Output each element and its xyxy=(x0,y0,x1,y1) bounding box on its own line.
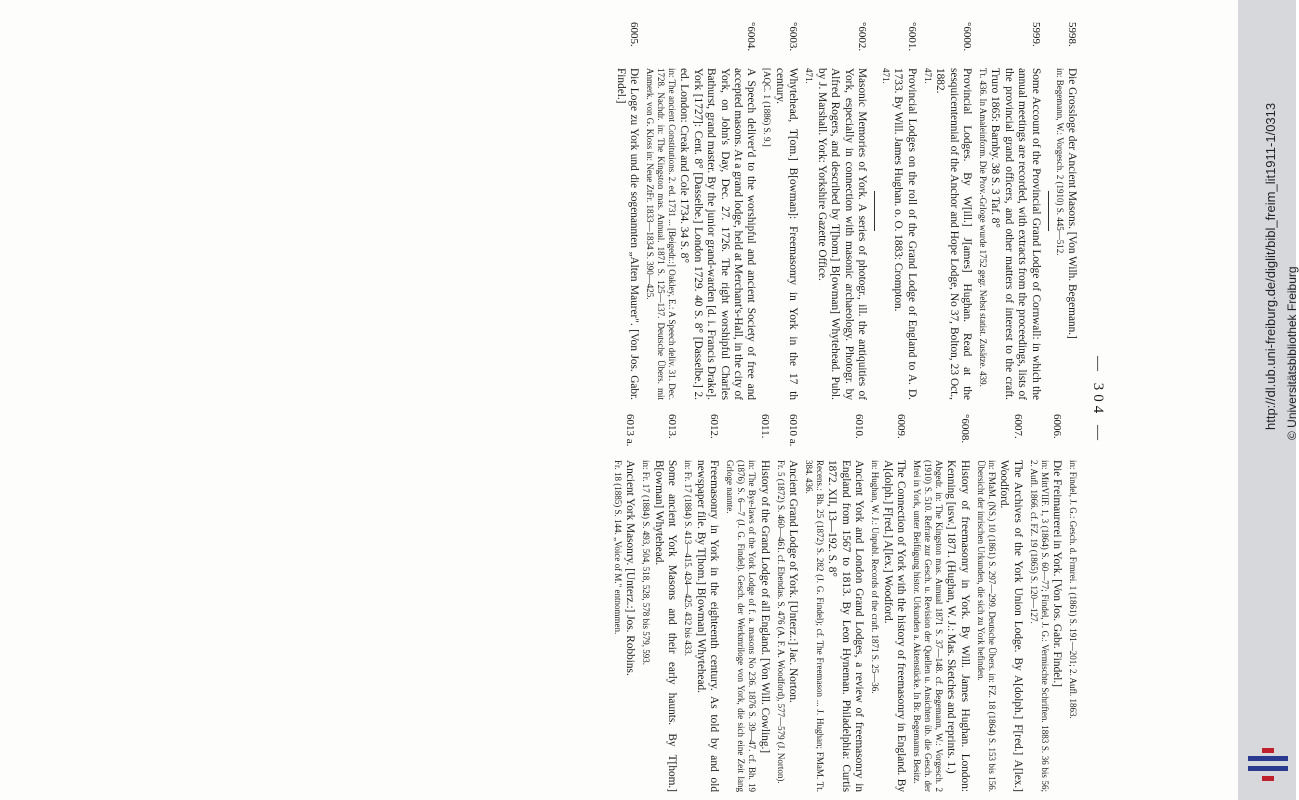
entry-title: The Archives of the York Union Lodge. By A[dolph.] F[red.] A[lex.] Woodford. xyxy=(998,460,1024,792)
bibliography-entry xyxy=(1067,414,1078,792)
bibliography-entry xyxy=(613,22,640,400)
entry-title: Die Freimaurerei in York. [Von Jos. Gabr. Findel.] xyxy=(1051,460,1063,687)
entry-text xyxy=(880,68,918,400)
text-columns xyxy=(78,22,1078,792)
entry-text xyxy=(869,460,907,792)
entry-title: Provincial Lodges. By W[ill.] J[ames] Hughan. Read at the sesquicentennial of the Anchor and Hope Lodge, No 37, Bolton, 23 Oct., 1882. xyxy=(934,68,973,400)
source-url[interactable]: http://dl.ub.uni-freiburg.de/diglit/bibl_freim_lit1911-1/0313 xyxy=(1263,102,1278,430)
entry-note: 471. xyxy=(880,68,891,84)
logo-bar xyxy=(1248,756,1288,761)
entry-title: History of the Grand Lodge of all England. [Von Will. Cowling.] xyxy=(758,460,771,754)
entry-number: °6002. xyxy=(855,22,868,52)
entry-title: Ancient Grand Lodge of York. [Unterz.:] Jac. Norton. xyxy=(786,460,799,703)
entry-text xyxy=(922,68,973,400)
entry-note: in: Fr. 17 (1884) S. 413—415. 424—425. 432 bis 433. xyxy=(683,460,694,657)
entry-text xyxy=(682,460,720,792)
entry-text xyxy=(1028,460,1063,792)
entry-text xyxy=(641,460,679,792)
entry-number: °6000. xyxy=(960,22,973,52)
entry-note: in: Fr. 17 (1884) S. 493, 504, 518, 528, 578 bis 579, 593. xyxy=(641,460,652,666)
entry-title: Ancient York and London Grand Lodges, a review of freemasonry in England from 1567 to 1813. By Leon Hyneman. Philadelphia: Curtis 1872. XII, 13—192. S. 8° xyxy=(826,460,866,792)
bibliography-entry xyxy=(1028,414,1063,792)
entry-title: A Speech deliver'd to the worshipful and ancient Society of free and accepted masons. At a grand lodge, held at Merchant's-Hall, in the city of York, on John's Day, Dec. 27. 1726. The right worshipful Charles Bathurst, grand master. By the junior grand-warden [d. i. Francis Drake]. York [1727]: Cent. 8° [Dasselbe.] London 1729. 40 S. 8° [Dasselbe.] 2. ed. London: Creak and Cole 1734. 34 S. 8° xyxy=(678,68,758,400)
entry-title: Die Loge zu York und die sogenannten „Alten Maurer". [Von Jos. Gabr. Findel.] xyxy=(614,68,641,400)
entry-title: Masonic Memories of York. A series of photogr., ill. the antiquities of York, especially in connection with masonic archaeology. Photogr. by Alfred Rogers, and described by T[hom.] B[owman] Whytehead. Publ. by J. Marshall. York: Yorkshire Gazette Office. xyxy=(815,68,868,400)
logo-bar xyxy=(1262,776,1274,781)
entry-number: °6004. xyxy=(745,22,758,52)
library-logo-icon xyxy=(1248,748,1288,784)
left-column xyxy=(78,22,1078,400)
page-number: — 304 — xyxy=(1090,356,1106,444)
entry-number xyxy=(1067,414,1078,460)
entry-number: 5999. xyxy=(1029,22,1042,47)
entry-number: 6006. xyxy=(1051,414,1063,439)
entry-note: in: The Bye-laws of the York Lodge of f. a. masons No 236. 1876 S. 39—47. cf. Bh. 19 (1876) S. 6—7 (J. G. Findel). Gesch. der Werkmriloge von York, die sich eine Zeit lang Grloge nannte. xyxy=(725,460,758,792)
entry-number: 6009. xyxy=(894,414,907,439)
entry-title: Provincial Lodges on the roll of the Grand Lodge of England to A. D. 1733. By Will. James Hughan. o. O. 1883: Crompton. xyxy=(892,68,918,400)
entry-note: 471. xyxy=(922,68,933,84)
bibliography-entry xyxy=(975,414,1024,792)
entry-note: in: Findel, J. G.: Gesch. d. Frmrei. 1 (1861) S. 191—201; 2. Aufl. 1863. xyxy=(1068,460,1078,719)
entry-number: 6011. xyxy=(758,414,771,439)
entry-title: The Connection of York with the history of freemasonry in England. By A[dolph.] F[red.] A[lex.] Woodford. xyxy=(881,460,907,792)
entry-number: 6013. xyxy=(666,414,679,439)
bibliography-entry xyxy=(612,414,636,792)
entry-text xyxy=(612,460,636,792)
bibliography-entry xyxy=(803,22,868,400)
entry-text xyxy=(911,460,971,792)
entry-text xyxy=(975,460,1024,792)
entry-title: Ancient York Masonry. [Unterz.:] Jos. Robbins. xyxy=(624,460,637,676)
entry-note: 471. xyxy=(804,68,815,84)
entry-note: in: FMaM. (NS.) 10 (1861) S. 297—299. Deutsche Übers. in: FZ. 18 (1864) S. 153 bis 156. Übersicht der inrischen Urkunden, die sich zu York befinden. xyxy=(975,460,997,792)
copyright-notice: © Universitätsbibliothek Freiburg xyxy=(1285,266,1299,440)
bibliography-entry xyxy=(911,414,971,792)
entry-number: °6003. xyxy=(787,22,800,52)
entry-number: 5998. xyxy=(1066,22,1078,47)
bibliography-entry xyxy=(762,22,800,400)
entry-number: °6001. xyxy=(905,22,918,52)
entry-title: Freemasonry in York in the eighteenth century. As told by and old newspaper file. By T[hom.] B[owman] Whytehead. xyxy=(694,460,721,792)
bibliography-entry xyxy=(775,414,799,792)
section-divider xyxy=(874,191,875,231)
entry-text xyxy=(644,68,757,400)
bibliography-entry xyxy=(724,414,770,792)
entry-note: Abgedr. in: The Kingston mas. Annual 1871 S. 37—148. cf. Begemann, W.: Vorgesch. 2 (1910) S. 510. Refrate zur Gesch. u. Revision der Quellen u. Ansichten üb. die Gesch. der Mrei in York, unter Beifügung histor. Urkunden a. Aktenstücke. In Br. Begemanns Besitz. xyxy=(911,460,944,792)
bibliography-entry xyxy=(869,414,907,792)
entry-title: Whytehead, T[om.] B[owman]: Freemasonry in York in the 17 th century. xyxy=(773,68,800,400)
entry-number: °6008. xyxy=(958,414,971,444)
entry-number: 6005. xyxy=(628,22,641,47)
right-column xyxy=(78,414,1078,792)
bibliography-entry xyxy=(682,414,720,792)
entry-note: Fr. 5 (1872) S. 460—461. cf. Ebendas. S. 476 (A. F. A. Woodford), 577—579 (J. Norton). xyxy=(775,460,786,784)
bibliography-entry xyxy=(1054,22,1078,400)
entry-note: in: Begemann, W.: Vorgesch. 2 (1910) S. 445—512. xyxy=(1054,68,1065,256)
section-divider xyxy=(1048,191,1049,231)
entry-text xyxy=(1067,460,1078,792)
entry-note: [AQC. 1 (1886) S. 9.] xyxy=(762,68,773,147)
entry-text xyxy=(762,68,800,400)
entry-note: Fr. 18 (1885) S. 144. „Voice of M." entnommen. xyxy=(613,460,624,635)
entry-text xyxy=(803,460,865,792)
bibliography-entry xyxy=(644,22,757,400)
entry-note: in: The ancient Constitutions. 2. ed. 1731 ... [Beigedr.:] Oakley, E.: A Speech deliv. 31. Dec. 1728. Nachdr. in: The Kingston mas. Annual. 1871 S. 125—137. Deutsche Übers. mit Anmerk. von G. Kloss in: Neue ZtFr. 1833—1834 S. 390—425. xyxy=(645,68,678,400)
logo-bar xyxy=(1248,766,1288,771)
bibliography-entry xyxy=(641,414,679,792)
logo-bar xyxy=(1262,748,1274,753)
entry-text xyxy=(775,460,799,792)
entry-title: Some Account of the Provincial Grand Lodge of Cornwall: in which the annual meetings are recorded, with extracts from the proceedings, lists of the provincial grand officers, and other matters of interest to the craft. Truro 1865: Barnby. 38 S. 3 Taf. 8° xyxy=(989,68,1042,400)
bibliography-entry xyxy=(977,22,1042,400)
bibliography-entry xyxy=(880,22,918,400)
entry-number: 6010. xyxy=(853,414,866,439)
entry-text xyxy=(724,460,770,792)
entry-text xyxy=(1054,68,1078,400)
entry-note: Tt. 436. In Amaleinform. Die Prov.-Grloge wurde 1752 gegr. Nebst statist. Zusätze. 439. xyxy=(977,68,988,387)
entry-note: Recens.: Bh. 25 (1872) S. 282 (J. G. Findel); cf. The Freemason ... J. Hughan; FMaM. Tt. 384. 436. xyxy=(803,460,825,792)
bibliography-entry xyxy=(922,22,973,400)
entry-title: Some ancient York Masons and their early haunts. By T[hom.] B[owman] Whytehead. xyxy=(652,460,679,792)
entry-number: 6013 a. xyxy=(624,414,637,447)
entry-note: in: Hughan, W. J.: Unpubl. Records of the craft. 1871 S. 25—36. xyxy=(870,460,881,694)
entry-text xyxy=(803,68,868,400)
entry-number: 6012. xyxy=(708,414,721,439)
bibliography-entry xyxy=(803,414,865,792)
entry-number: 6007. xyxy=(1011,414,1024,439)
entry-note: in: MittVIIF. 1, 3 (1864) S. 60—77; Findel, J. G.: Vermischte Schriften. 1883 S. 36 bis 56; 2. Aufl. 1866. cf. FZ. 19 (1865) S. 120—127. xyxy=(1028,460,1050,792)
entry-text xyxy=(613,68,640,400)
entry-title: Die Grosslogе der Ancient Masons. [Von Wilh. Begemann.] xyxy=(1066,68,1078,339)
entry-text xyxy=(977,68,1042,400)
entry-title: History of freemasonry in York. By Will. James Hughan. London: Kenning [usw.] 1871. (Hughan, W. J.: Mas. Sketches and reprints. 1.) xyxy=(945,460,971,792)
entry-number: 6010 a. xyxy=(786,414,799,447)
